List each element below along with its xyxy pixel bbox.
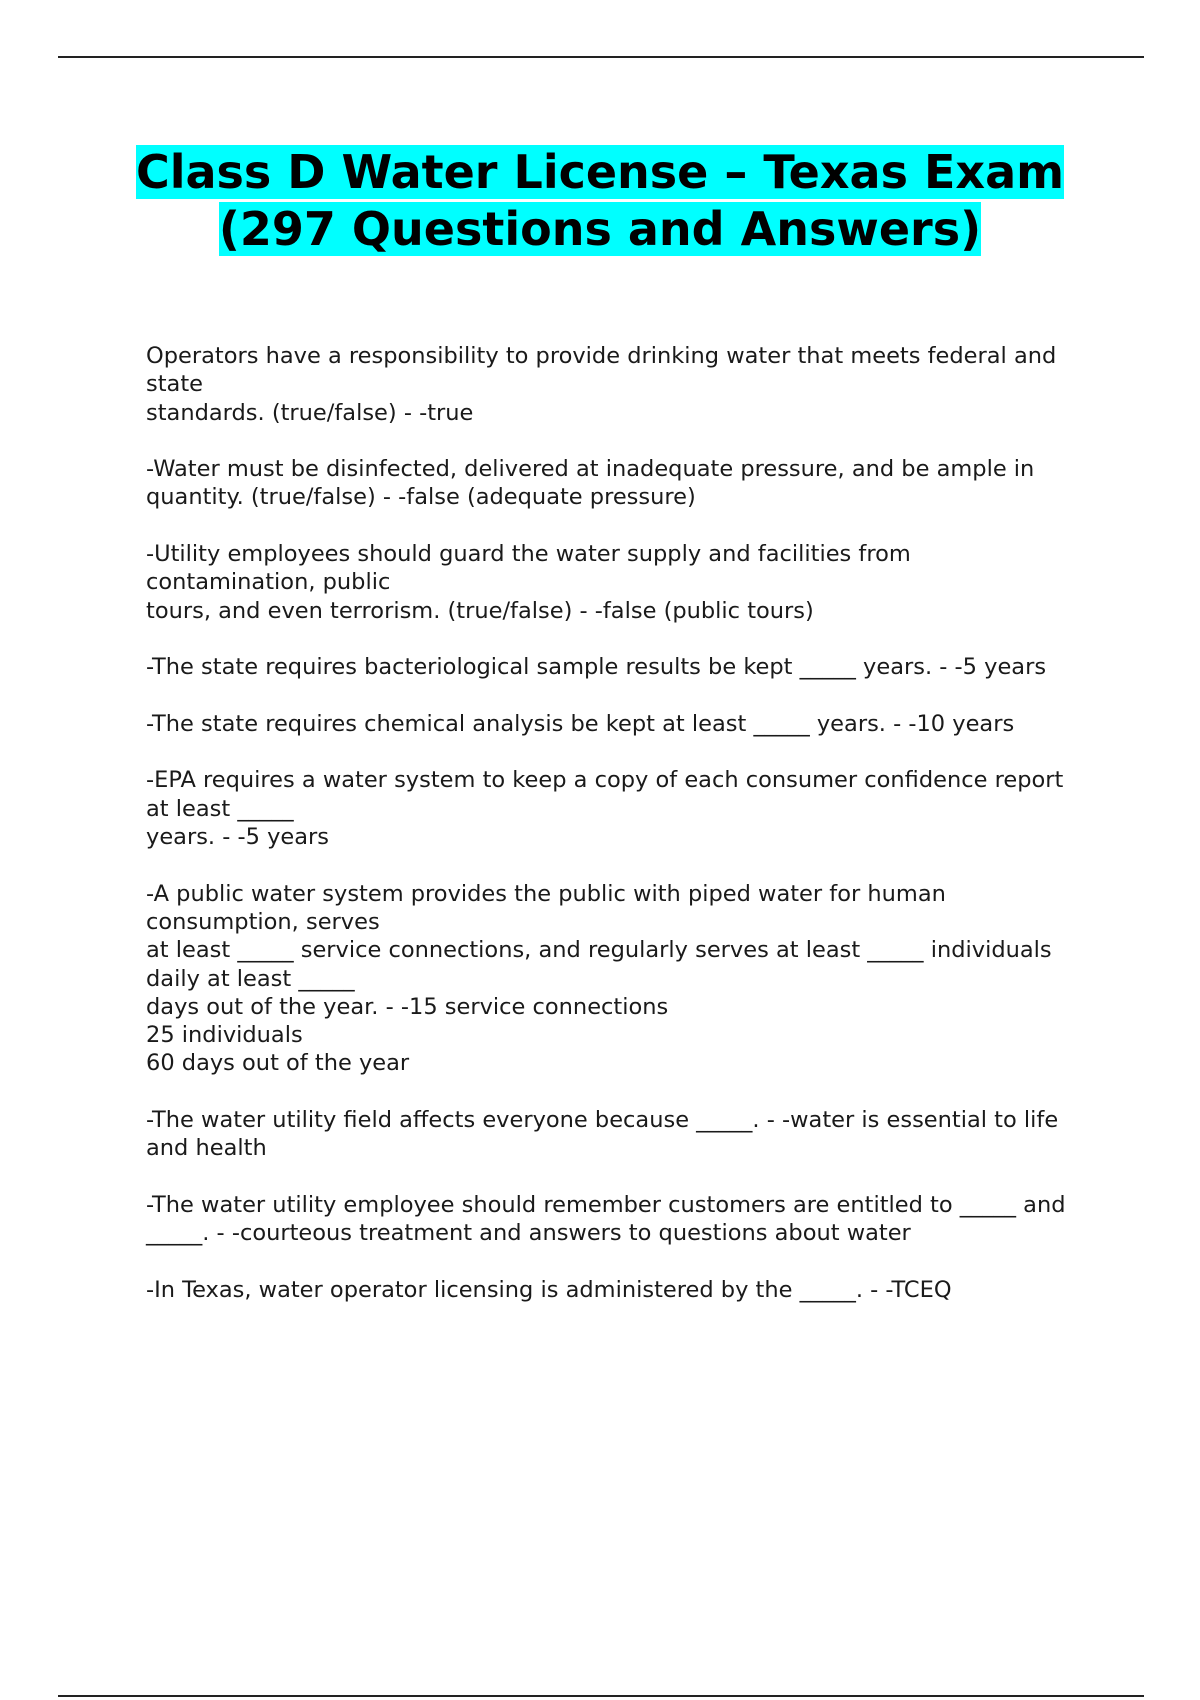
qa-item-6: -EPA requires a water system to keep a copy of each consumer confidence report at least _____ years. - -5 years [146,767,1064,851]
qa-item-3: -Utility employees should guard the water supply and facilities from contamination, public tours, and even terrorism. (true/false) - -false (public tours) [146,541,911,624]
qa-item-8: -The water utility field affects everyone because _____. - -water is essential to life and health [146,1107,1059,1162]
page-title [120,144,1080,258]
qa-item-10: -In Texas, water operator licensing is administered by the _____. - -TCEQ [146,1276,952,1303]
title-highlight: Class D Water License – Texas Exam (297 Questions and Answers) [135,145,1065,256]
question-list [146,342,1086,1332]
qa-item-7: -A public water system provides the public with piped water for human consumption, serves at least _____ service connections, and regularly serves at least _____ individuals daily at least _____ days out of the year. - -15 service connections 25 individuals 60 days out of the year [146,880,1052,1077]
qa-item-4: -The state requires bacteriological sample results be kept _____ years. - -5 years [146,654,1047,681]
qa-item-5: -The state requires chemical analysis be kept at least _____ years. - -10 years [146,710,1015,737]
bottom-rule [58,1695,1144,1697]
title-block [120,144,1080,258]
qa-item-2: -Water must be disinfected, delivered at inadequate pressure, and be ample in quantity. (true/false) - -false (adequate pressure) [146,456,1035,511]
top-rule [58,56,1144,58]
qa-item-9: -The water utility employee should remember customers are entitled to _____ and _____. - -courteous treatment and answers to questions about water [146,1191,1066,1247]
qa-item-1: Operators have a responsibility to provide drinking water that meets federal and state standards. (true/false) - -true [146,343,1057,426]
